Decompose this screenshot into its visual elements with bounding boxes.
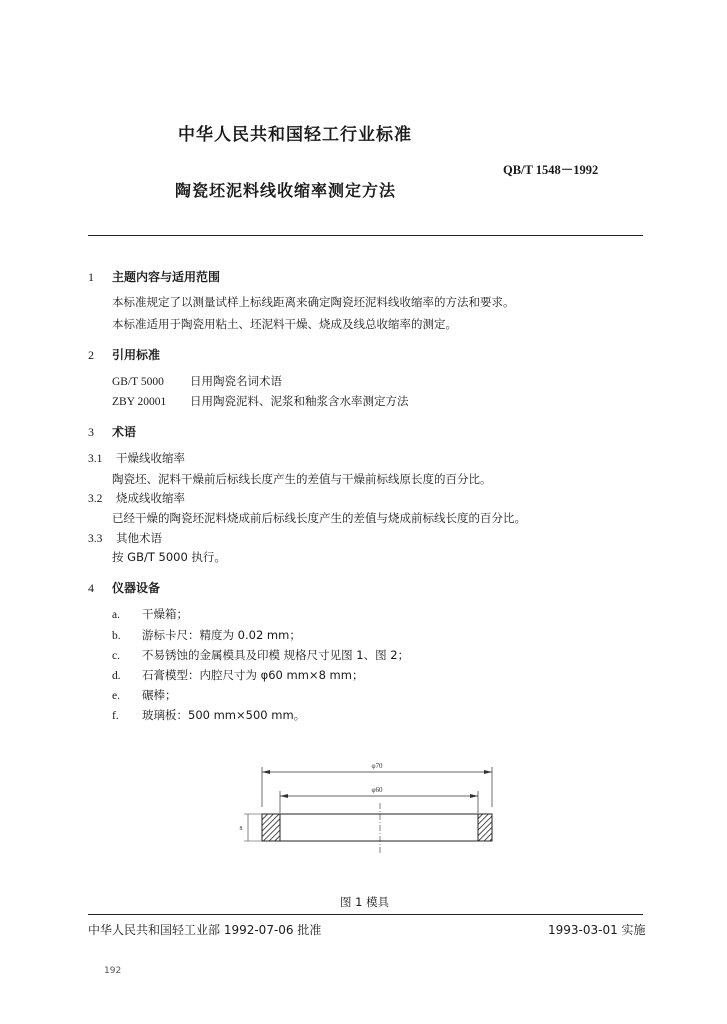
section-4-heading: 4 仪器设备 (88, 581, 161, 595)
section-3-heading: 3 术语 (88, 425, 137, 439)
section-1-heading: 1 主题内容与适用范围 (88, 270, 221, 284)
outer-diameter-label: φ70 (371, 762, 383, 770)
subsection-3-2-heading: 3.2 烧成线收缩率 (88, 491, 185, 505)
page-number: 192 (104, 966, 122, 976)
arrow-head (262, 770, 270, 774)
header-divider (88, 235, 643, 236)
arrow-head (484, 770, 492, 774)
equipment-list-item: f. 玻璃板：500 mm×500 mm。 (112, 708, 306, 722)
subsection-3-1-text: 陶瓷坯、泥料干燥前后标线长度产生的差值与干燥前标线原长度的百分比。 (112, 472, 492, 486)
equipment-list-item: b. 游标卡尺：精度为 0.02 mm； (112, 628, 301, 642)
footer-divider (88, 914, 643, 915)
mold-wall-right-section (478, 814, 492, 841)
section-1-paragraph-1: 本标准规定了以测量试样上标线距离来确定陶瓷坯泥料线收缩率的方法和要求。 (112, 295, 515, 309)
arrow-head (280, 794, 288, 798)
height-label: 8 (239, 826, 243, 832)
equipment-list-item: c. 不易锈蚀的金属模具及印模 规格尺寸见图 1、图 2； (112, 648, 410, 662)
effective-date: 1993-03-01 实施 (548, 923, 646, 937)
section-2-heading: 2 引用标准 (88, 348, 161, 362)
equipment-list-item: e. 碾棒； (112, 688, 177, 702)
mold-body-outline (262, 814, 492, 841)
mold-technical-drawing (230, 755, 510, 865)
equipment-list-item: a. 干燥箱； (112, 607, 188, 621)
reference-item: ZBY 20001 日用陶瓷泥料、泥浆和釉浆含水率测定方法 (112, 394, 409, 408)
standard-code: QB/T 1548－1992 (503, 163, 599, 177)
standard-category-title: 中华人民共和国轻工行业标准 (178, 125, 412, 145)
reference-item: GB/T 5000 日用陶瓷名词术语 (112, 374, 282, 388)
arrow-head (470, 794, 478, 798)
approval-info: 中华人民共和国轻工业部 1992-07-06 批准 (88, 923, 322, 937)
subsection-3-3-text: 按 GB/T 5000 执行。 (112, 550, 226, 564)
document-title: 陶瓷坯泥料线收缩率测定方法 (175, 181, 397, 200)
figure-caption: 图 1 模具 (340, 895, 390, 909)
equipment-list-item: d. 石膏模型：内腔尺寸为 φ60 mm×8 mm； (112, 668, 364, 682)
subsection-3-1-heading: 3.1 干燥线收缩率 (88, 451, 185, 465)
inner-diameter-label: φ60 (371, 786, 383, 794)
section-1-paragraph-2: 本标准适用于陶瓷用粘土、坯泥料干燥、烧成及线总收缩率的测定。 (112, 317, 457, 331)
mold-wall-left-section (262, 814, 280, 841)
subsection-3-2-text: 已经干燥的陶瓷坯泥料烧成前后标线长度产生的差值与烧成前标线长度的百分比。 (112, 511, 526, 525)
subsection-3-3-heading: 3.3 其他术语 (88, 531, 162, 545)
